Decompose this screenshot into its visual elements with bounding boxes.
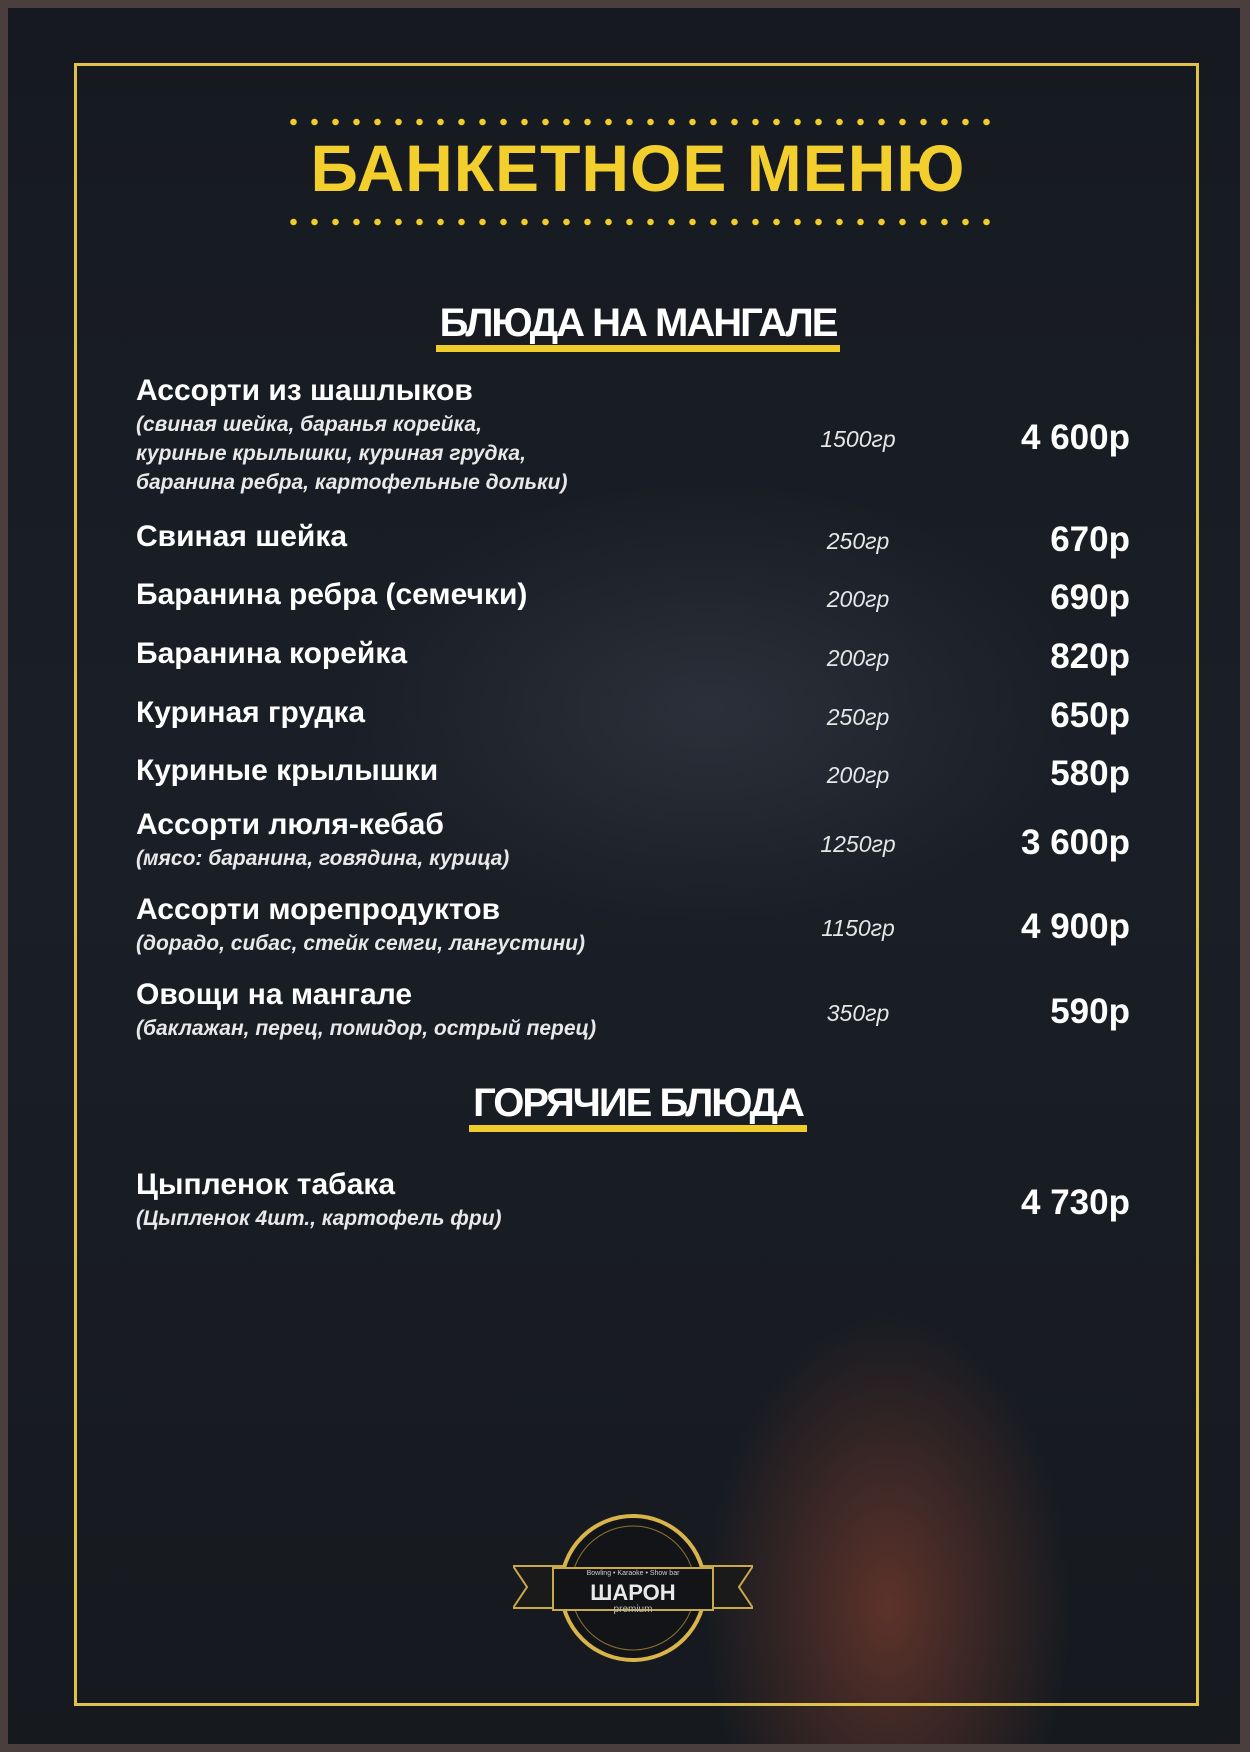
section-title-text: ГОРЯЧИЕ БЛЮДА <box>469 1081 807 1132</box>
item-name: Ассорти морепродуктов <box>136 893 501 926</box>
item-name: Баранина ребра (семечки) <box>136 578 528 611</box>
item-name: Куриная грудка <box>136 696 366 729</box>
logo-sub: premium <box>613 1604 653 1615</box>
item-price: 650р <box>1050 696 1130 735</box>
item-name: Ассорти из шашлыков <box>136 374 473 407</box>
item-price: 670р <box>1050 520 1130 559</box>
title-dots-top <box>283 118 993 126</box>
item-weight: 250гр <box>826 704 890 730</box>
section-title-text: БЛЮДА НА МАНГАЛЕ <box>436 301 841 352</box>
item-weight: 250гр <box>826 528 890 554</box>
item-price: 590р <box>1050 992 1130 1031</box>
description-line: (мясо: баранина, говядина, курица) <box>136 847 510 870</box>
item-weight: 350гр <box>826 1000 890 1026</box>
item-name: Ассорти люля-кебаб <box>136 808 444 841</box>
item-price: 580р <box>1050 754 1130 793</box>
description-line: (баклажан, перец, помидор, острый перец) <box>136 1017 597 1040</box>
item-name: Свиная шейка <box>136 520 348 553</box>
section-title-hot-dishes <box>268 1081 1008 1132</box>
item-price: 4 730р <box>1021 1183 1130 1222</box>
item-weight: 1500гр <box>820 426 896 452</box>
item-price: 3 600р <box>1021 823 1130 862</box>
item-price: 690р <box>1050 578 1130 617</box>
section-title-grill <box>268 301 1008 352</box>
menu-card <box>8 8 1240 1744</box>
item-price: 820р <box>1050 637 1130 676</box>
item-weight: 1250гр <box>820 831 896 857</box>
description-line: (свиная шейка, баранья корейка, <box>136 413 482 436</box>
item-weight: 200гр <box>826 645 890 671</box>
item-price: 4 900р <box>1021 907 1130 946</box>
description-line: (Цыпленок 4шт., картофель фри) <box>136 1207 502 1230</box>
description-line: баранина ребра, картофельные дольки) <box>136 471 568 494</box>
item-price: 4 600р <box>1021 418 1130 457</box>
title-dots-bottom <box>283 218 993 226</box>
item-weight: 1150гр <box>821 915 895 941</box>
item-name: Овощи на мангале <box>136 978 413 1011</box>
item-name: Баранина корейка <box>136 637 408 670</box>
item-name: Куриные крылышки <box>136 754 439 787</box>
item-weight: 200гр <box>826 762 890 788</box>
item-weight: 200гр <box>826 586 890 612</box>
menu-title: БАНКЕТНОЕ МЕНЮ <box>310 131 966 205</box>
logo-name: ШАРОН <box>590 1580 676 1605</box>
item-name: Цыпленок табака <box>136 1168 396 1201</box>
description-line: куриные крылышки, куриная грудка, <box>136 442 526 465</box>
logo-tagline: Bowling • Karaoke • Show bar <box>586 1570 680 1577</box>
description-line: (дорадо, сибас, стейк семги, лангустини) <box>136 932 585 955</box>
sharon-logo <box>513 1508 753 1668</box>
